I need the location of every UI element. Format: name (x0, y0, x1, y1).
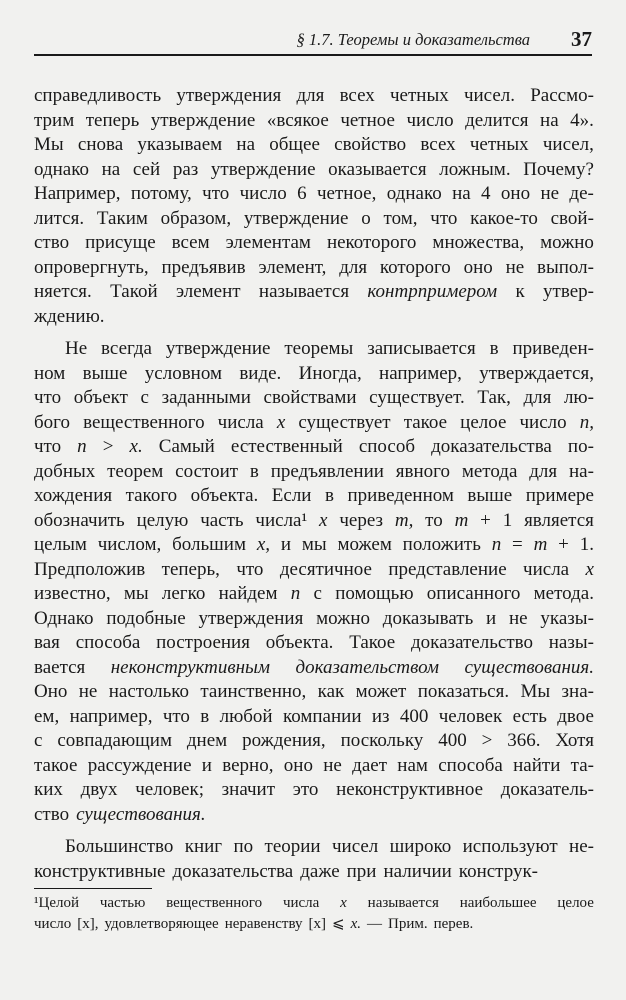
footnote (34, 893, 594, 935)
text-line: справедливость утверждения для всех четных чисел. Рассмо- (34, 85, 594, 106)
text-line: что n > x. Самый естественный способ доказательства по- (34, 436, 594, 457)
text-line: вая способа построения объекта. Такое доказательство назы- (34, 632, 594, 653)
text-line: число [x], удовлетворяющее неравенству [x] ⩽ x. — Прим. перев. (34, 916, 474, 932)
text-line: Предположив теперь, что десятичное представление числа x (34, 558, 594, 580)
text-line: однако на сей раз утверждение оказывается ложным. Почему? (34, 158, 594, 180)
text-line: хождения такого объекта. Если в приведенном выше примере (34, 485, 594, 506)
text-line: ¹Целой частью вещественного числа x называется наибольшее целое (34, 895, 594, 911)
text-line: ство существования. (34, 803, 206, 825)
text-line: бого вещественного числа x существует такое целое число n, (34, 411, 594, 433)
text-line: ство присуще всем элементам некоторого множества, можно (34, 232, 594, 253)
running-title: § 1.7. Теоремы и доказательства (296, 30, 530, 49)
text-line: лится. Таким образом, утверждение о том, что какое-то свой- (34, 207, 594, 229)
text-line: целым числом, большим x, и мы можем положить n = m + 1. (34, 534, 594, 555)
text-line: Большинство книг по теории чисел широко используют не- (65, 836, 594, 857)
text-line: ем, например, что в любой компании из 400 человек есть двое (34, 705, 594, 727)
text-line: вается неконструктивным доказательством существования. (34, 656, 594, 678)
paragraph (34, 84, 594, 329)
text-line: с совпадающим днем рождения, поскольку 400 > 366. Хотя (34, 730, 594, 751)
text-line: Оно не настолько таинственно, как может показаться. Мы зна- (34, 681, 594, 702)
text-line: няется. Такой элемент называется контрпримером к утвер- (34, 281, 594, 302)
paragraph (34, 337, 594, 827)
paragraph (34, 835, 594, 884)
running-header (34, 27, 592, 52)
footnote-rule (34, 888, 152, 889)
body-text (34, 84, 594, 884)
text-line: Не всегда утверждение теоремы записывается в приведен- (65, 338, 594, 359)
paragraph-gap (34, 329, 594, 337)
text-line: ких двух человек; значит это неконструктивное доказатель- (34, 779, 594, 800)
text-line: трим теперь утверждение «всякое четное число делится на 4». (34, 109, 594, 131)
text-line: ждению. (34, 305, 105, 327)
page-number: 37 (571, 27, 592, 51)
text-line: Например, потому, что число 6 четное, однако на 4 оно не де- (34, 183, 594, 204)
paragraph-gap (34, 827, 594, 835)
text-line: добных теорем состоит в предъявлении явного метода для на- (34, 460, 594, 482)
text-line: такое рассуждение и верно, оно не дает нам способа найти та- (34, 754, 594, 776)
text-line: конструктивные доказательства даже при наличии конструк- (34, 860, 539, 882)
header-rule (34, 54, 592, 56)
text-line: Мы снова указываем на общее свойство всех четных чисел, (34, 134, 594, 155)
text-line: ном выше условном виде. Иногда, например, утверждается, (34, 362, 594, 384)
text-line: обозначить целую часть числа¹ x через m, то m + 1 является (34, 509, 594, 531)
text-line: известно, мы легко найдем n с помощью описанного метода. (34, 583, 594, 604)
text-line: опровергнуть, предъявив элемент, для которого оно не выпол- (34, 256, 594, 278)
text-line: что объект с заданными свойствами существует. Так, для лю- (34, 387, 594, 408)
text-line: Однако подобные утверждения можно доказывать и не указы- (34, 607, 594, 629)
